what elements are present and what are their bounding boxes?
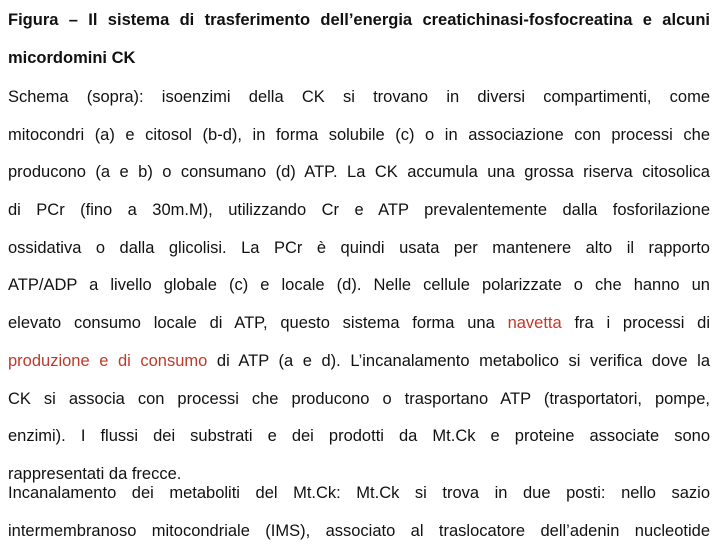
paragraph-text: di ATP (a e d). L’incanalamento metabolico si verifica dove la	[216, 351, 710, 370]
paragraph-line: CK si associa con processi che producono o trasportano ATP (trasportatori, pompe,	[8, 389, 710, 408]
title-line-1: Figura – Il sistema di trasferimento dell’energia creatichinasi-fosfocreatina e alcuni	[8, 11, 710, 29]
paragraph-text: fra i processi di	[574, 314, 710, 333]
paragraph-line: Schema (sopra): isoenzimi della CK si trovano in diversi compartimenti, come	[8, 88, 710, 106]
highlight-navetta: navetta	[507, 314, 562, 333]
paragraph-incanalamento	[8, 475, 710, 550]
paragraph-line: di PCr (fino a 30m.M), utilizzando Cr e ATP prevalentemente dalla fosforilazione	[8, 201, 710, 220]
paragraph-line	[8, 343, 710, 381]
paragraph-line	[8, 305, 710, 343]
paragraph-line: Incanalamento dei metaboliti del Mt.Ck: Mt.Ck si trova in due posti: nello sazio	[8, 484, 710, 502]
paragraph-line: producono (a e b) o consumano (d) ATP. La CK accumula una grossa riserva citosolica	[8, 163, 710, 182]
paragraph-line: enzimi). I flussi dei substrati e dei prodotti da Mt.Ck e proteine associate sono	[8, 427, 710, 446]
paragraph-line: ossidativa o dalla glicolisi. La PCr è quindi usata per mantenere alto il rapporto	[8, 238, 710, 257]
paragraph-text: elevato consumo locale di ATP, questo sistema forma una	[8, 314, 495, 333]
paragraph-line: ATP/ADP a livello globale (c) e locale (d). Nelle cellule polarizzate o che hanno un	[8, 276, 710, 295]
figure-title	[8, 2, 710, 77]
paragraph-schema	[8, 79, 710, 494]
highlight-produzione-consumo: produzione e di consumo	[8, 351, 208, 370]
paragraph-line: intermembranoso mitocondriale (IMS), associato al traslocatore dell’adenin nucleotide	[8, 521, 710, 540]
title-line-2: micordomini CK	[8, 48, 136, 67]
paragraph-line: rappresentati da frecce.	[8, 464, 182, 483]
paragraph-line: mitocondri (a) e citosol (b-d), in forma solubile (c) o in associazione con processi che	[8, 125, 710, 144]
